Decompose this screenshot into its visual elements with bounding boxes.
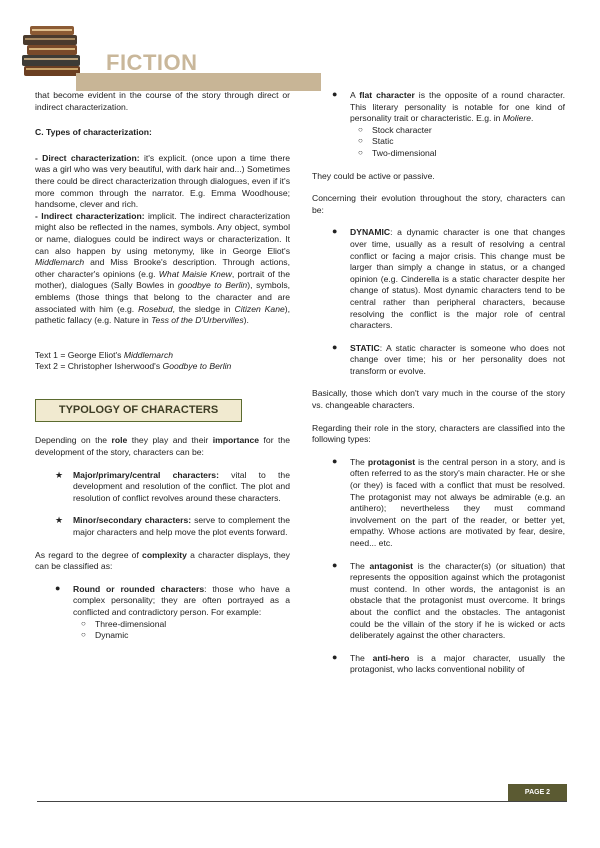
sub-list-item: ○ Two-dimensional (358, 147, 437, 158)
indirect-characterization: - Indirect characterization: implicit. The indirect characterization might also be reflected in the names, symbols. Any object, symbol or name, dialogues could be indirect ways or characterization. It can also happen by using metonymy, like in George Eliot's Middlemarch and Miss Brooke's description. Through actions, other character's opinions (e.g. What Maisie Knew, portrait of the mother), dialogues (Sally Bowles in goodbye to Berlin), symbols, emblems (those things that belong to the character and are associated with him (e.g. Rosebud, the sledge in Citizen Kane), pathetic fallacy (e.g. Nature in Tess of the D'Urbervilles). (35, 210, 291, 326)
footer-divider (37, 801, 567, 802)
page-title: FICTION (106, 50, 198, 75)
role-list (312, 457, 565, 676)
complexity-paragraph: As regard to the degree of complexity a character displays, they can be classified as: (35, 549, 290, 572)
star-bullet-icon: ★ (55, 515, 64, 526)
sub-list-item: ○ Stock character (358, 124, 432, 135)
list-item: ● The antagonist is the character(s) (or situation) that represents the opposition against which the protagonist must contend. In other words, the antagonist is an obstacle that the protagonist must overcome. It brings about the conflict and the obstacles. The antagonist could be the villain of the story if he is wicked or acts deliberately against the other characters. (332, 559, 565, 641)
right-column (312, 90, 565, 676)
depending-paragraph: Depending on the role they play and their importance for the development of the story, characters can be: (35, 435, 290, 458)
importance-list (35, 470, 290, 539)
list-item: ● STATIC: A static character is someone who does not change over time; his or her personality does not transform or evolve. (332, 341, 565, 376)
list-item: ● A flat character is the opposite of a round character. This literary personality is notable for one kind of personality trait or characteristic. E.g. in Moliere. ○ Stock character ○ Static ○ Two-dimensional (312, 90, 565, 160)
circle-bullet-icon: ○ (358, 147, 363, 157)
intro-paragraph: that become evident in the course of the story through direct or indirect characterization. (35, 90, 290, 112)
evolution-list (312, 227, 565, 377)
dot-bullet-icon: ● (332, 651, 338, 662)
complexity-list (35, 584, 290, 642)
list-item: ● The protagonist is the central person in a story, and is often referred to as the story's main character. He or she (or they) is faced with a conflict that must be resolved. The protagonist may not always be admirable (e.g. an antihero); nevertheless they must command involvement on the part of the reader, or better yet, empathy. Whose actions are motivated by fear, desire, need... etc. (332, 455, 565, 548)
dot-bullet-icon: ● (55, 582, 61, 593)
text-2-reference: Text 2 = Christopher Isherwood's Goodbye to Berlin (35, 361, 232, 372)
list-item: ★ Major/primary/central characters: vital to the development and resolution of the conflict. The plot and resolution of conflict revolves around these characters. (55, 469, 290, 503)
sub-list-item: ○ Three-dimensional (81, 618, 167, 629)
list-item: ● Round or rounded characters: those who have a complex personality; they are often portrayed as a conflicted and contradictory person. For example: ○ Three-dimensional ○ Dynamic (35, 584, 290, 642)
circle-bullet-icon: ○ (358, 136, 363, 146)
evolution-paragraph: Concerning their evolution throughout the story, characters can be: (312, 193, 565, 215)
page-number-badge: PAGE 2 (508, 784, 567, 801)
circle-bullet-icon: ○ (81, 618, 86, 628)
list-item: ● The anti-hero is a major character, usually the protagonist, who lacks conventional nobility of (332, 651, 566, 675)
page-header (18, 18, 318, 78)
dot-bullet-icon: ● (332, 559, 338, 570)
basically-paragraph: Basically, those which don't vary much in the course of the story vs. changeable characters. (312, 388, 565, 411)
list-item: ● DYNAMIC: a dynamic character is one that changes over time, usually as a result of resolving a central conflict or facing a major crisis. This change must be larger than simply a change in status, or a changed opinion (e.g. Cinderella is a static character despite her change of status). Most dynamic characters tend to be central rather than peripheral characters, because resolving the conflict is the major role of central characters. (332, 226, 565, 331)
sub-list-item: ○ Dynamic (81, 630, 129, 641)
dot-bullet-icon: ● (332, 341, 338, 352)
regarding-paragraph: Regarding their role in the story, characters are classified into the following types: (312, 422, 565, 445)
dot-bullet-icon: ● (332, 89, 338, 99)
direct-characterization: - Direct characterization: it's explicit. (once upon a time there was a girl who was very beautiful, with dark hair and...) Sometimes there could be direct characterization through dialogues, even if it's more common through the narrator. E.g. Emma Woodhouse; handsome, clever and rich. (35, 152, 290, 210)
left-column (35, 90, 290, 642)
dot-bullet-icon: ● (332, 455, 338, 466)
text-1-reference: Text 1 = George Eliot's Middlemarch (35, 349, 174, 360)
sub-list-item: ○ Static (358, 136, 394, 147)
dot-bullet-icon: ● (332, 226, 338, 237)
star-bullet-icon: ★ (55, 469, 64, 480)
active-passive-line: They could be active or passive. (312, 170, 435, 181)
circle-bullet-icon: ○ (358, 124, 363, 134)
section-c-heading: C. Types of characterization: (35, 127, 152, 138)
typology-heading-box: TYPOLOGY OF CHARACTERS (35, 399, 242, 423)
flat-list (312, 90, 565, 160)
books-logo-image (18, 22, 86, 78)
list-item: ★ Minor/secondary characters: serve to complement the major characters and help move the plot events forward. (55, 515, 290, 538)
circle-bullet-icon: ○ (81, 630, 86, 640)
